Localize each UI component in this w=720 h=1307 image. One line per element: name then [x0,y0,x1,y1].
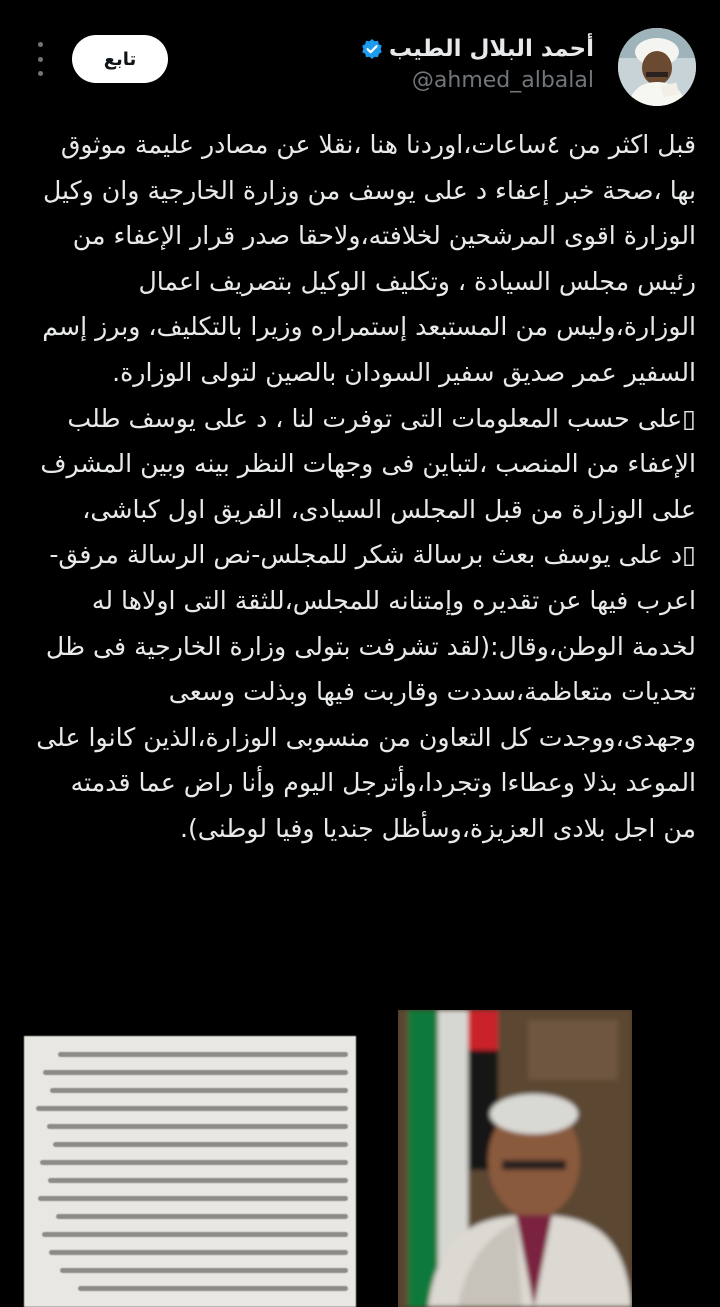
display-name[interactable]: أحمد البلال الطيب [388,36,594,62]
dot-icon [38,42,43,47]
portrait-image [398,1010,632,1307]
tweet-paragraph-1: قبل اكثر من ٤ساعات،اوردنا هنا ،نقلا عن مصادر عليمة موثوق بها ،صحة خبر إعفاء د على يوسف من وزارة الخارجية وان وكيل الوزارة اقوى المرشحين لخلافته،ولاحقا صدر قرار الإعفاء من رئيس مجلس السيادة ، وتكليف الوكيل بتصريف اعمال الوزارة،وليس من المستبعد إستمراره وزيرا بالتكليف، وبرز إسم السفير عمر صديق سفير السودان بالصين لتولى الوزارة. [42,130,696,387]
portrait-photo[interactable] [398,1010,632,1307]
user-names [361,36,594,93]
user-handle[interactable]: @ahmed_albalal [411,68,594,93]
display-name-row[interactable] [361,36,594,62]
tweet-paragraph-3: ▯د على يوسف بعث برسالة شكر للمجلس-نص الرسالة مرفق-اعرب فيها عن تقديره وإمتنانه للمجلس،للثقة التى اولاها له لخدمة الوطن،وقال:(لقد تشرفت بتولى وزارة الخارجية فى ظل تحديات متعاظمة،سددت وقاربت فيها وبذلت وسعى وجهدى،ووجدت كل التعاون من منسوبى الوزارة،الذين كانوا على الموعد بذلا وعطاءا وتجردا،وأترجل اليوم وأنا راض عما قدمته من اجل بلادى العزيزة،وسأظل جنديا وفيا لوطنى). [36,540,696,843]
more-options-icon[interactable] [28,42,52,76]
follow-button[interactable]: تابع [72,35,168,83]
user-avatar[interactable] [618,28,696,106]
tweet-paragraph-2: ▯على حسب المعلومات التى توفرت لنا ، د على يوسف طلب الإعفاء من المنصب ،لتباين فى وجهات النظر بينه وبين المشرف على الوزارة من قبل المجلس السيادى، الفريق اول كباشى، [40,403,696,524]
document-image[interactable] [24,1036,356,1307]
avatar-image [618,28,696,106]
dot-icon [38,57,43,62]
tweet-media [0,1010,720,1307]
dot-icon [38,71,43,76]
tweet-header [0,0,720,120]
verified-badge-icon [361,38,383,60]
tweet-body [30,122,696,852]
